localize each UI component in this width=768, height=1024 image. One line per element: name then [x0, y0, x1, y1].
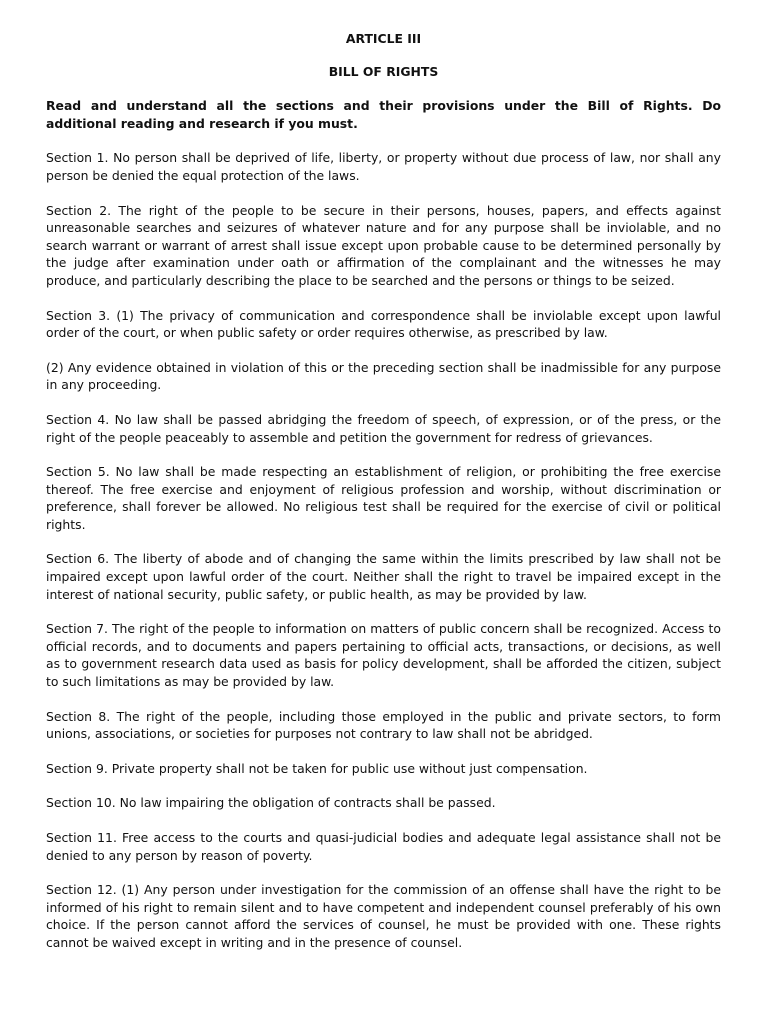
article-title: ARTICLE III — [345, 31, 422, 46]
section-5-paragraph: Section 5. No law shall be made respecting an establishment of religion, or prohibiting the free exercise thereof. The free exercise and enjoyment of religious profession and worship, without discrimination or preference, shall forever be allowed. No religious test shall be required for the exercise of civil or political rights. — [46, 464, 721, 532]
section-6-paragraph: Section 6. The liberty of abode and of changing the same within the limits prescribed by law shall not be impaired except upon lawful order of the court. Neither shall the right to travel be impaired except in the interest of national security, public safety, or public health, as may be provided by law. — [46, 551, 721, 602]
section-9-paragraph: Section 9. Private property shall not be taken for public use without just compensation. — [46, 760, 588, 776]
instruction-text: Read and understand all the sections and their provisions under the Bill of Rights. Do additional reading and research if you must. — [46, 98, 721, 131]
article-subtitle: BILL OF RIGHTS — [328, 63, 439, 79]
section-3-paragraph-1: Section 3. (1) The privacy of communication and correspondence shall be inviolable except upon lawful order of the court, or when public safety or order requires otherwise, as prescribed by law. — [46, 307, 721, 341]
section-1-paragraph: Section 1. No person shall be deprived of life, liberty, or property without due process of law, nor shall any person be denied the equal protection of the laws. — [46, 150, 721, 183]
document-page — [46, 30, 721, 952]
section-7-paragraph: Section 7. The right of the people to information on matters of public concern shall be recognized. Access to official records, and to documents and papers pertaining to official acts, transactions, or decisions, as well as to government research data used as basis for policy development, shall be afforded the citizen, subject to such limitations as may be provided by law. — [46, 621, 721, 690]
section-4-paragraph: Section 4. No law shall be passed abridging the freedom of speech, of expression, or of the press, or the right of the people peaceably to assemble and petition the government for redress of grievances. — [46, 411, 721, 445]
section-8-paragraph: Section 8. The right of the people, including those employed in the public and private sectors, to form unions, associations, or societies for purposes not contrary to law shall not be abridged. — [46, 708, 721, 742]
section-3-paragraph-2: (2) Any evidence obtained in violation of this or the preceding section shall be inadmissible for any purpose in any proceeding. — [46, 359, 721, 393]
section-12-paragraph: Section 12. (1) Any person under investigation for the commission of an offense shall have the right to be informed of his right to remain silent and to have competent and independent counsel preferably of his own choice. If the person cannot afford the services of counsel, he must be provided with one. These rights cannot be waived except in writing and in the presence of counsel. — [46, 882, 721, 950]
section-2-paragraph: Section 2. The right of the people to be secure in their persons, houses, papers, and effects against unreasonable searches and seizures of whatever nature and for any purpose shall be inviolable, and no search warrant or warrant of arrest shall issue except upon probable cause to be determined personally by the judge after examination under oath or affirmation of the complainant and the witnesses he may produce, and particularly describing the place to be searched and the persons or things to be seized. — [46, 202, 721, 288]
section-10-paragraph: Section 10. No law impairing the obligation of contracts shall be passed. — [46, 795, 496, 811]
section-11-paragraph: Section 11. Free access to the courts and quasi-judicial bodies and adequate legal assistance shall not be denied to any person by reason of poverty. — [46, 830, 721, 863]
